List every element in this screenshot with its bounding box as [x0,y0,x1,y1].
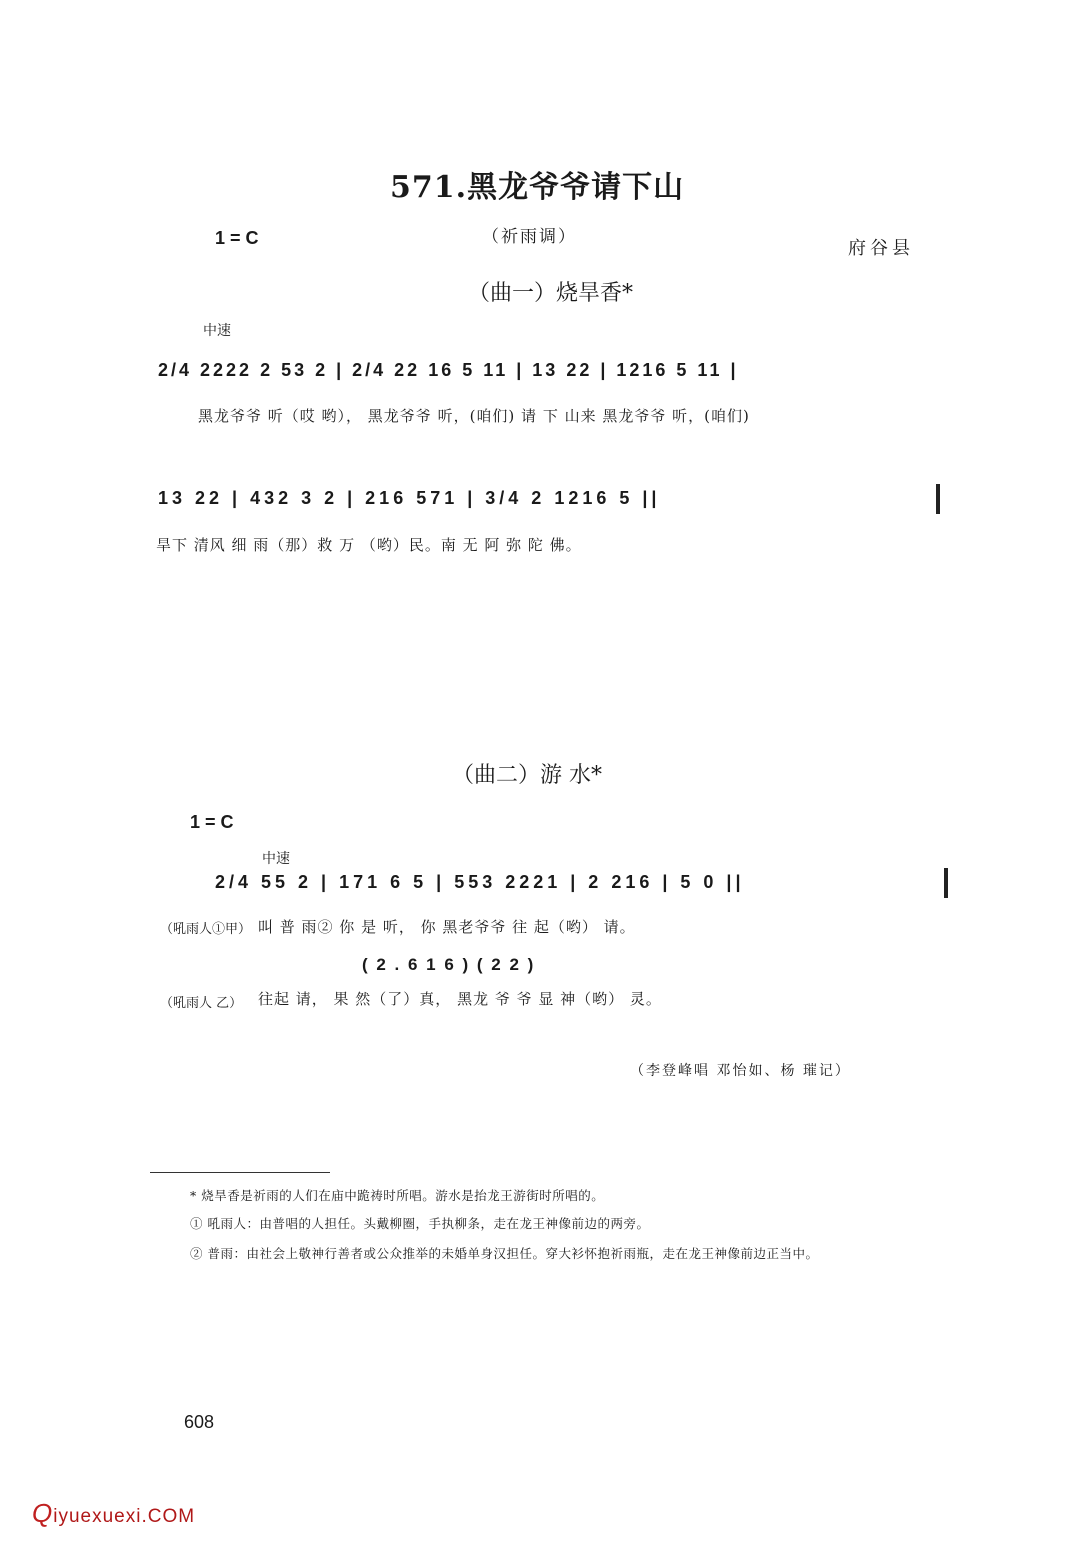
footnote-3: ② 普雨：由社会上敬神行善者或公众推举的未婚单身汉担任。穿大衫怀抱祈雨瓶，走在龙王神像前边正当中。 [190,1246,819,1261]
section-2-tempo: 中速 [262,851,290,867]
score-1-line-1: 2/4 2222 2 53 2 | 2/4 22 16 5 11 | 13 22 | 1216 5 11 | [158,360,739,380]
footnote-divider [150,1172,330,1173]
page-title: 571.黑龙爷爷请下山 [390,170,685,205]
score-1-lyrics-2: 旱下 清风 细 雨（那）救 万 （哟）民。南 无 阿 弥 陀 佛。 [156,536,582,554]
key-signature-1: 1 = C [215,228,259,248]
section-1-title: （曲一）烧旱香* [468,281,634,306]
final-barline-1 [936,484,940,514]
score-2-lyrics-2: 往起 请， 果 然（了）真， 黑龙 爷 爷 显 神（哟） 灵。 [258,990,662,1008]
section-1-tempo: 中速 [203,323,231,339]
score-1-line-2: 13 22 | 432 3 2 | 216 571 | 3/4 2 1216 5 || [158,488,661,508]
score-2-line-1: 2/4 55 2 | 171 6 5 | 553 2221 | 2 216 | 5 0 || [215,872,745,892]
score-2-alt-notes: ( 2 . 6 1 6 ) ( 2 2 ) [362,955,536,974]
final-barline-2 [944,868,948,898]
key-signature-2: 1 = C [190,812,234,832]
footnote-2: ① 吼雨人：由普唱的人担任。头戴柳圈，手执柳条，走在龙王神像前边的两旁。 [190,1216,650,1231]
score-2-lyrics-1-prefix: （吼雨人①甲） [160,922,252,937]
watermark-text: iyuexuexi.COM [53,1506,196,1527]
section-2-title: （曲二）游 水* [452,763,602,788]
credit-line: （李登峰唱 邓怡如、杨 璀记） [630,1063,851,1079]
page-number: 608 [184,1412,215,1432]
score-2-lyrics-2-prefix: （吼雨人 乙） [160,996,243,1011]
subtitle: （祈雨调） [482,227,577,247]
watermark [32,1498,195,1529]
score-2-lyrics-1: 叫 普 雨② 你 是 听， 你 黑老爷爷 往 起（哟） 请。 [258,918,636,936]
score-1-lyrics-1: 黑龙爷爷 听（哎 哟）， 黑龙爷爷 听，(咱们) 请 下 山来 黑龙爷爷 听，(咱们) [198,407,750,425]
watermark-q: Q [32,1498,54,1528]
location: 府谷县 [848,238,914,259]
footnote-1: * 烧旱香是祈雨的人们在庙中跪祷时所唱。游水是抬龙王游街时所唱的。 [190,1188,605,1203]
